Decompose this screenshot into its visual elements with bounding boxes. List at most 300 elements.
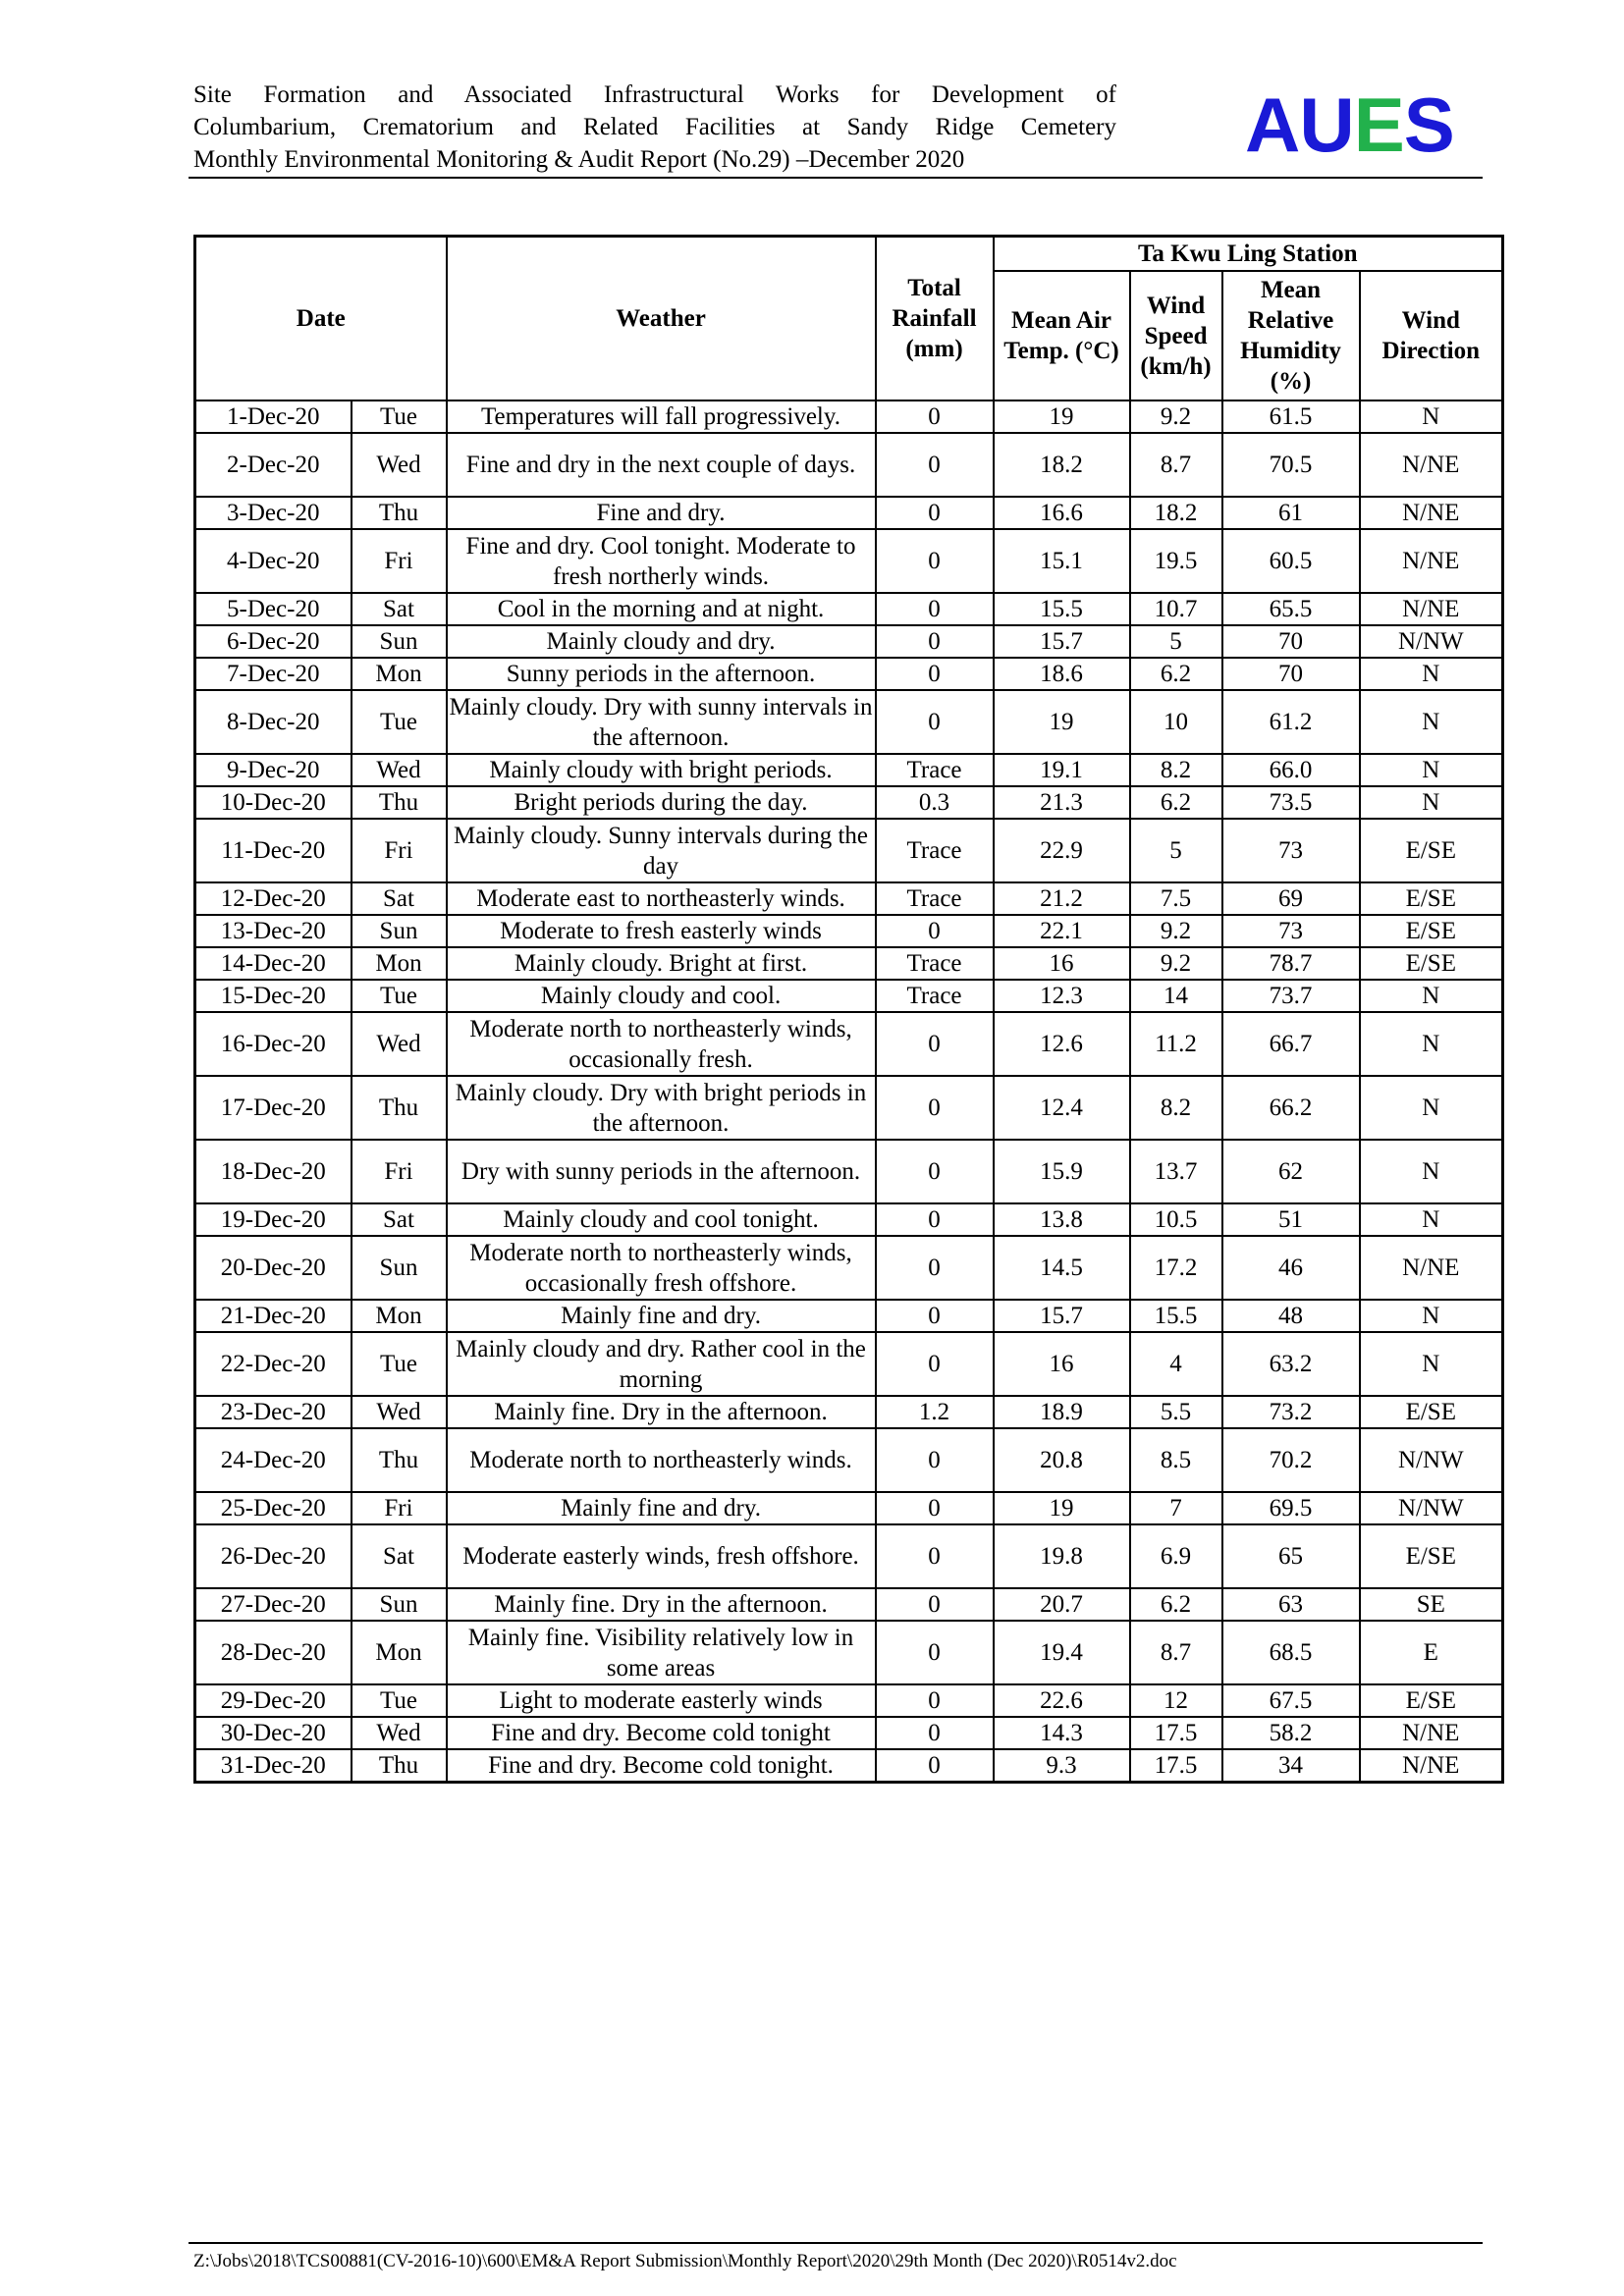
cell-humidity: 65.5 [1222,593,1360,625]
cell-temp: 19 [994,690,1130,754]
cell-wind-direction: E/SE [1360,819,1503,882]
cell-humidity: 69 [1222,882,1360,915]
column-header-weather: Weather [447,237,876,401]
cell-day: Tue [352,980,447,1012]
cell-temp: 16.6 [994,497,1130,529]
cell-wind-speed: 9.2 [1130,915,1222,947]
cell-wind-direction: N [1360,980,1503,1012]
cell-humidity: 73.7 [1222,980,1360,1012]
cell-temp: 9.3 [994,1749,1130,1783]
cell-temp: 13.8 [994,1203,1130,1236]
cell-humidity: 63.2 [1222,1332,1360,1396]
cell-wind-speed: 8.7 [1130,1621,1222,1684]
cell-rainfall: 0 [876,400,994,433]
column-header-temp: Mean Air Temp. (°C) [994,271,1130,400]
cell-weather: Mainly fine and dry. [447,1492,876,1524]
cell-day: Mon [352,658,447,690]
cell-temp: 19.1 [994,754,1130,786]
cell-day: Sat [352,1203,447,1236]
cell-wind-speed: 6.2 [1130,786,1222,819]
cell-date: 6-Dec-20 [195,625,352,658]
cell-temp: 21.3 [994,786,1130,819]
cell-day: Wed [352,754,447,786]
cell-wind-direction: E/SE [1360,882,1503,915]
cell-rainfall: 0 [876,1332,994,1396]
cell-temp: 20.7 [994,1588,1130,1621]
cell-weather: Mainly fine. Dry in the afternoon. [447,1588,876,1621]
cell-temp: 18.6 [994,658,1130,690]
cell-day: Sat [352,882,447,915]
cell-rainfall: 0 [876,529,994,593]
document-header [193,79,1116,176]
cell-day: Fri [352,1492,447,1524]
table-row [195,497,1503,529]
cell-rainfall: Trace [876,754,994,786]
cell-date: 3-Dec-20 [195,497,352,529]
table-row [195,1012,1503,1076]
cell-humidity: 34 [1222,1749,1360,1783]
cell-wind-speed: 8.7 [1130,433,1222,497]
cell-temp: 20.8 [994,1428,1130,1492]
cell-day: Fri [352,1140,447,1203]
cell-humidity: 70 [1222,658,1360,690]
table-row [195,1332,1503,1396]
cell-day: Sat [352,1524,447,1588]
cell-wind-speed: 14 [1130,980,1222,1012]
cell-wind-speed: 9.2 [1130,947,1222,980]
cell-rainfall: 0 [876,1717,994,1749]
cell-temp: 15.7 [994,1300,1130,1332]
cell-rainfall: 0 [876,1621,994,1684]
cell-date: 24-Dec-20 [195,1428,352,1492]
cell-day: Fri [352,819,447,882]
table-row [195,690,1503,754]
cell-date: 9-Dec-20 [195,754,352,786]
cell-date: 2-Dec-20 [195,433,352,497]
cell-wind-speed: 15.5 [1130,1300,1222,1332]
cell-humidity: 70 [1222,625,1360,658]
cell-temp: 15.1 [994,529,1130,593]
cell-date: 27-Dec-20 [195,1588,352,1621]
cell-date: 18-Dec-20 [195,1140,352,1203]
cell-date: 12-Dec-20 [195,882,352,915]
cell-humidity: 60.5 [1222,529,1360,593]
cell-humidity: 61.2 [1222,690,1360,754]
footer-file-path: Z:\Jobs\2018\TCS00881(CV-2016-10)\600\EM&A Report Submission\Monthly Report\2020\29th Month (Dec 2020)\R0514v2.doc [193,2251,1177,2271]
cell-temp: 19 [994,400,1130,433]
cell-weather: Sunny periods in the afternoon. [447,658,876,690]
cell-day: Wed [352,1717,447,1749]
table-row [195,1492,1503,1524]
aues-logo [1245,80,1454,169]
cell-date: 14-Dec-20 [195,947,352,980]
cell-weather: Fine and dry. Become cold tonight. [447,1749,876,1783]
cell-rainfall: Trace [876,882,994,915]
cell-wind-speed: 17.5 [1130,1717,1222,1749]
cell-rainfall: 0 [876,1684,994,1717]
cell-rainfall: 0 [876,1492,994,1524]
header-divider [189,177,1483,179]
cell-temp: 15.9 [994,1140,1130,1203]
cell-temp: 19 [994,1492,1130,1524]
cell-date: 1-Dec-20 [195,400,352,433]
cell-date: 16-Dec-20 [195,1012,352,1076]
cell-date: 13-Dec-20 [195,915,352,947]
cell-temp: 12.3 [994,980,1130,1012]
cell-rainfall: 0 [876,915,994,947]
cell-humidity: 66.7 [1222,1012,1360,1076]
cell-temp: 18.2 [994,433,1130,497]
cell-day: Thu [352,1428,447,1492]
cell-temp: 16 [994,947,1130,980]
cell-wind-speed: 7 [1130,1492,1222,1524]
cell-rainfall: 0 [876,658,994,690]
cell-weather: Cool in the morning and at night. [447,593,876,625]
cell-rainfall: 0.3 [876,786,994,819]
cell-wind-speed: 10.7 [1130,593,1222,625]
table-row [195,1300,1503,1332]
cell-weather: Moderate to fresh easterly winds [447,915,876,947]
cell-day: Thu [352,786,447,819]
cell-humidity: 66.2 [1222,1076,1360,1140]
cell-date: 26-Dec-20 [195,1524,352,1588]
cell-rainfall: 0 [876,1588,994,1621]
cell-wind-direction: E/SE [1360,915,1503,947]
cell-weather: Mainly fine and dry. [447,1300,876,1332]
cell-weather: Mainly fine. Dry in the afternoon. [447,1396,876,1428]
cell-wind-speed: 11.2 [1130,1012,1222,1076]
cell-weather: Fine and dry. Cool tonight. Moderate to fresh northerly winds. [447,529,876,593]
header-title-line-1: Site Formation and Associated Infrastructural Works for Development of [193,81,1116,108]
cell-date: 31-Dec-20 [195,1749,352,1783]
cell-wind-speed: 5 [1130,625,1222,658]
cell-weather: Mainly cloudy. Dry with sunny intervals in the afternoon. [447,690,876,754]
cell-wind-direction: N/NE [1360,433,1503,497]
cell-weather: Fine and dry. [447,497,876,529]
cell-wind-speed: 10 [1130,690,1222,754]
cell-rainfall: 0 [876,1428,994,1492]
cell-humidity: 63 [1222,1588,1360,1621]
cell-rainfall: 0 [876,1749,994,1783]
cell-humidity: 46 [1222,1236,1360,1300]
cell-temp: 12.6 [994,1012,1130,1076]
cell-day: Wed [352,1396,447,1428]
logo-letter: S [1403,81,1454,168]
cell-wind-direction: N [1360,1300,1503,1332]
cell-temp: 12.4 [994,1076,1130,1140]
cell-wind-direction: N [1360,754,1503,786]
table-row [195,819,1503,882]
table-row [195,529,1503,593]
cell-day: Mon [352,1300,447,1332]
table-row [195,1203,1503,1236]
cell-humidity: 73.2 [1222,1396,1360,1428]
cell-wind-speed: 6.9 [1130,1524,1222,1588]
cell-wind-speed: 13.7 [1130,1140,1222,1203]
table-row [195,400,1503,433]
table-row [195,593,1503,625]
cell-humidity: 78.7 [1222,947,1360,980]
logo-letter: U [1299,81,1354,168]
cell-date: 10-Dec-20 [195,786,352,819]
table-row [195,1749,1503,1783]
cell-rainfall: 0 [876,690,994,754]
cell-weather: Light to moderate easterly winds [447,1684,876,1717]
cell-wind-direction: E/SE [1360,1684,1503,1717]
cell-temp: 19.4 [994,1621,1130,1684]
column-header-humidity: Mean Relative Humidity (%) [1222,271,1360,400]
cell-date: 5-Dec-20 [195,593,352,625]
cell-wind-direction: N [1360,658,1503,690]
cell-date: 22-Dec-20 [195,1332,352,1396]
cell-rainfall: 0 [876,1076,994,1140]
cell-temp: 14.5 [994,1236,1130,1300]
cell-date: 8-Dec-20 [195,690,352,754]
cell-weather: Mainly cloudy. Bright at first. [447,947,876,980]
table-row [195,1140,1503,1203]
table-row [195,1428,1503,1492]
cell-humidity: 73.5 [1222,786,1360,819]
cell-weather: Mainly cloudy. Dry with bright periods in the afternoon. [447,1076,876,1140]
table-row [195,1236,1503,1300]
cell-temp: 21.2 [994,882,1130,915]
cell-wind-speed: 10.5 [1130,1203,1222,1236]
cell-rainfall: Trace [876,819,994,882]
table-row [195,1717,1503,1749]
cell-weather: Mainly cloudy and cool. [447,980,876,1012]
table-row [195,915,1503,947]
table-row [195,754,1503,786]
cell-date: 29-Dec-20 [195,1684,352,1717]
cell-rainfall: 0 [876,593,994,625]
cell-wind-speed: 6.2 [1130,1588,1222,1621]
cell-weather: Dry with sunny periods in the afternoon. [447,1140,876,1203]
cell-humidity: 48 [1222,1300,1360,1332]
table-row [195,625,1503,658]
table-row [195,433,1503,497]
cell-date: 19-Dec-20 [195,1203,352,1236]
cell-wind-direction: N/NW [1360,625,1503,658]
cell-day: Sat [352,593,447,625]
cell-temp: 14.3 [994,1717,1130,1749]
cell-wind-speed: 8.2 [1130,754,1222,786]
cell-rainfall: 0 [876,1300,994,1332]
cell-rainfall: Trace [876,980,994,1012]
cell-weather: Moderate easterly winds, fresh offshore. [447,1524,876,1588]
cell-wind-direction: N/NE [1360,1717,1503,1749]
table-row [195,1076,1503,1140]
cell-wind-speed: 8.2 [1130,1076,1222,1140]
cell-date: 28-Dec-20 [195,1621,352,1684]
cell-date: 20-Dec-20 [195,1236,352,1300]
cell-rainfall: 0 [876,1140,994,1203]
cell-date: 21-Dec-20 [195,1300,352,1332]
cell-humidity: 73 [1222,819,1360,882]
cell-day: Sun [352,915,447,947]
table-row [195,882,1503,915]
footer-divider [189,2242,1483,2244]
cell-date: 4-Dec-20 [195,529,352,593]
cell-wind-direction: E [1360,1621,1503,1684]
cell-humidity: 67.5 [1222,1684,1360,1717]
cell-humidity: 65 [1222,1524,1360,1588]
cell-day: Thu [352,1749,447,1783]
cell-day: Tue [352,690,447,754]
column-header-rainfall: Total Rainfall (mm) [876,237,994,401]
table-row [195,786,1503,819]
cell-wind-direction: N [1360,1076,1503,1140]
cell-wind-direction: N [1360,400,1503,433]
cell-wind-speed: 5 [1130,819,1222,882]
cell-wind-speed: 4 [1130,1332,1222,1396]
cell-day: Tue [352,400,447,433]
table-row [195,947,1503,980]
cell-humidity: 62 [1222,1140,1360,1203]
cell-wind-speed: 8.5 [1130,1428,1222,1492]
cell-day: Sun [352,1588,447,1621]
table-row [195,1621,1503,1684]
logo-letter: E [1353,81,1404,168]
cell-rainfall: 0 [876,1236,994,1300]
cell-wind-speed: 12 [1130,1684,1222,1717]
cell-weather: Mainly fine. Visibility relatively low in some areas [447,1621,876,1684]
cell-temp: 19.8 [994,1524,1130,1588]
cell-wind-speed: 5.5 [1130,1396,1222,1428]
cell-temp: 22.6 [994,1684,1130,1717]
cell-temp: 22.1 [994,915,1130,947]
cell-day: Wed [352,1012,447,1076]
cell-humidity: 69.5 [1222,1492,1360,1524]
cell-wind-direction: N/NE [1360,497,1503,529]
cell-wind-speed: 18.2 [1130,497,1222,529]
column-header-date: Date [195,237,447,401]
cell-weather: Mainly cloudy with bright periods. [447,754,876,786]
cell-humidity: 66.0 [1222,754,1360,786]
cell-weather: Bright periods during the day. [447,786,876,819]
cell-wind-speed: 6.2 [1130,658,1222,690]
cell-day: Mon [352,947,447,980]
cell-wind-speed: 9.2 [1130,400,1222,433]
cell-date: 23-Dec-20 [195,1396,352,1428]
cell-wind-direction: N [1360,1140,1503,1203]
cell-wind-speed: 7.5 [1130,882,1222,915]
cell-wind-direction: N [1360,1332,1503,1396]
cell-temp: 16 [994,1332,1130,1396]
cell-weather: Mainly cloudy and cool tonight. [447,1203,876,1236]
cell-day: Sun [352,625,447,658]
cell-weather: Moderate east to northeasterly winds. [447,882,876,915]
cell-rainfall: 0 [876,1203,994,1236]
cell-humidity: 70.5 [1222,433,1360,497]
cell-day: Wed [352,433,447,497]
cell-wind-direction: N/NE [1360,1236,1503,1300]
column-header-wind-speed: Wind Speed (km/h) [1130,271,1222,400]
cell-wind-direction: N [1360,1203,1503,1236]
cell-wind-direction: N [1360,786,1503,819]
cell-humidity: 61.5 [1222,400,1360,433]
cell-humidity: 51 [1222,1203,1360,1236]
weather-table-body [195,400,1503,1783]
cell-humidity: 58.2 [1222,1717,1360,1749]
cell-weather: Fine and dry in the next couple of days. [447,433,876,497]
cell-day: Sun [352,1236,447,1300]
cell-wind-direction: E/SE [1360,1396,1503,1428]
cell-rainfall: 0 [876,497,994,529]
table-row [195,1524,1503,1588]
cell-wind-direction: E/SE [1360,1524,1503,1588]
header-title-line-3: Monthly Environmental Monitoring & Audit Report (No.29) –December 2020 [193,146,965,173]
cell-wind-speed: 19.5 [1130,529,1222,593]
cell-day: Tue [352,1332,447,1396]
table-row [195,1588,1503,1621]
cell-wind-direction: N/NW [1360,1428,1503,1492]
cell-temp: 18.9 [994,1396,1130,1428]
column-header-wind-direction: Wind Direction [1360,271,1503,400]
cell-wind-direction: N/NE [1360,593,1503,625]
cell-weather: Mainly cloudy. Sunny intervals during the day [447,819,876,882]
cell-wind-direction: N/NE [1360,1749,1503,1783]
table-row [195,1396,1503,1428]
cell-temp: 15.5 [994,593,1130,625]
cell-weather: Mainly cloudy and dry. [447,625,876,658]
cell-date: 15-Dec-20 [195,980,352,1012]
cell-wind-direction: N/NW [1360,1492,1503,1524]
cell-rainfall: Trace [876,947,994,980]
cell-weather: Moderate north to northeasterly winds. [447,1428,876,1492]
cell-day: Fri [352,529,447,593]
weather-table [193,235,1504,1784]
cell-humidity: 73 [1222,915,1360,947]
table-row [195,980,1503,1012]
cell-date: 7-Dec-20 [195,658,352,690]
cell-humidity: 70.2 [1222,1428,1360,1492]
cell-date: 25-Dec-20 [195,1492,352,1524]
cell-date: 11-Dec-20 [195,819,352,882]
cell-wind-direction: N [1360,690,1503,754]
cell-weather: Moderate north to northeasterly winds, occasionally fresh. [447,1012,876,1076]
cell-day: Thu [352,1076,447,1140]
cell-date: 30-Dec-20 [195,1717,352,1749]
column-header-station: Ta Kwu Ling Station [994,237,1503,272]
cell-date: 17-Dec-20 [195,1076,352,1140]
cell-rainfall: 1.2 [876,1396,994,1428]
cell-day: Tue [352,1684,447,1717]
table-row [195,1684,1503,1717]
logo-letter: A [1245,81,1300,168]
cell-rainfall: 0 [876,625,994,658]
cell-rainfall: 0 [876,1012,994,1076]
cell-wind-speed: 17.2 [1130,1236,1222,1300]
cell-temp: 15.7 [994,625,1130,658]
cell-weather: Moderate north to northeasterly winds, occasionally fresh offshore. [447,1236,876,1300]
header-title-line-2: Columbarium, Crematorium and Related Facilities at Sandy Ridge Cemetery [193,114,1116,140]
cell-wind-speed: 17.5 [1130,1749,1222,1783]
cell-weather: Temperatures will fall progressively. [447,400,876,433]
cell-wind-direction: SE [1360,1588,1503,1621]
cell-rainfall: 0 [876,433,994,497]
cell-day: Thu [352,497,447,529]
cell-humidity: 68.5 [1222,1621,1360,1684]
cell-rainfall: 0 [876,1524,994,1588]
table-row [195,658,1503,690]
cell-humidity: 61 [1222,497,1360,529]
cell-weather: Fine and dry. Become cold tonight [447,1717,876,1749]
cell-day: Mon [352,1621,447,1684]
cell-weather: Mainly cloudy and dry. Rather cool in the morning [447,1332,876,1396]
cell-wind-direction: N [1360,1012,1503,1076]
cell-temp: 22.9 [994,819,1130,882]
cell-wind-direction: N/NE [1360,529,1503,593]
